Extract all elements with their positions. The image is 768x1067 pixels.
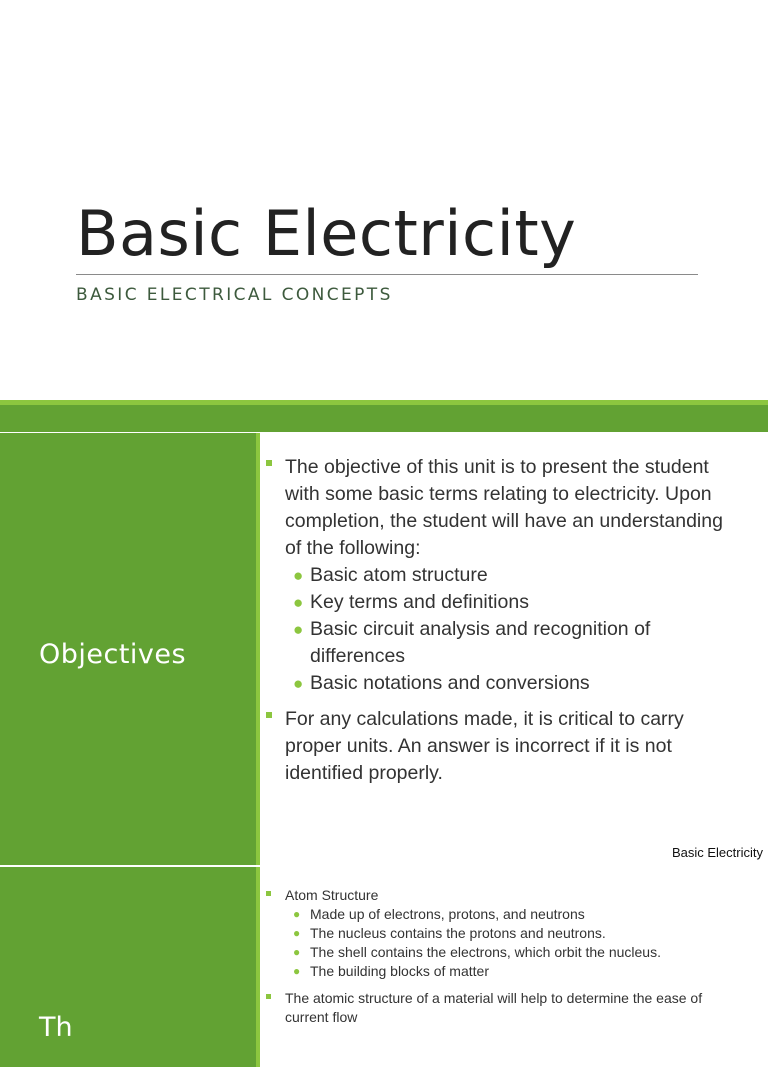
bullet-item — [264, 886, 744, 905]
slide-subtitle: BASIC ELECTRICAL CONCEPTS — [76, 285, 393, 305]
round-bullet-icon: ● — [293, 926, 301, 940]
sub-bullet-text: The shell contains the electrons, which orbit the nucleus. — [310, 944, 661, 960]
round-bullet-icon: ● — [293, 620, 304, 639]
square-bullet-icon — [266, 891, 271, 896]
objectives-slide — [0, 432, 768, 865]
section-title: Objectives — [39, 639, 187, 670]
sub-bullet-text: Basic atom structure — [310, 564, 488, 586]
slide-title: Basic Electricity — [76, 197, 577, 270]
square-bullet-icon — [266, 994, 271, 999]
bullet-item — [264, 989, 744, 1027]
round-bullet-icon: ● — [293, 593, 304, 612]
bullet-item — [264, 454, 724, 562]
bullet-list — [264, 886, 744, 1027]
panel-accent-stripe — [256, 433, 260, 865]
section-title: Th — [39, 1012, 73, 1043]
square-bullet-icon — [266, 712, 272, 718]
square-bullet-icon — [266, 460, 272, 466]
sub-bullet-item — [264, 924, 744, 943]
sub-bullet-item — [264, 905, 744, 924]
sub-bullet-item — [264, 589, 724, 616]
sub-bullet-text: Basic circuit analysis and recognition of differences — [310, 618, 651, 667]
round-bullet-icon: ● — [293, 964, 301, 978]
round-bullet-icon: ● — [293, 566, 304, 585]
bullet-text: The objective of this unit is to present the student with some basic terms relating to electricity. Upon completion, the student will have an understanding of the following: — [285, 456, 723, 559]
title-slide — [0, 0, 768, 400]
bullet-item — [264, 706, 724, 787]
bullet-text: Atom Structure — [285, 887, 379, 903]
bullet-text: The atomic structure of a material will help to determine the ease of current flow — [285, 990, 703, 1025]
bullet-text: For any calculations made, it is critical to carry proper units. An answer is incorrect if it is not identified properly. — [285, 708, 684, 784]
sub-bullet-text: Key terms and definitions — [310, 591, 529, 613]
round-bullet-icon: ● — [293, 674, 304, 693]
slide-footer: Basic Electricity — [671, 845, 763, 860]
sub-bullet-text: Made up of electrons, protons, and neutrons — [310, 906, 585, 922]
sub-bullet-item — [264, 943, 744, 962]
sub-bullet-item — [264, 616, 724, 670]
sub-bullet-text: Basic notations and conversions — [310, 672, 590, 694]
title-divider — [76, 274, 698, 275]
atom-structure-slide — [0, 865, 768, 1043]
sub-bullet-text: The nucleus contains the protons and neutrons. — [310, 925, 606, 941]
round-bullet-icon: ● — [293, 907, 301, 921]
sub-bullet-item — [264, 670, 724, 697]
round-bullet-icon: ● — [293, 945, 301, 959]
panel-accent-stripe — [256, 867, 260, 1067]
bullet-list — [264, 454, 724, 787]
slide-separator — [0, 405, 768, 432]
sub-bullet-item — [264, 562, 724, 589]
sub-bullet-text: The building blocks of matter — [310, 963, 489, 979]
sub-bullet-item — [264, 962, 744, 981]
